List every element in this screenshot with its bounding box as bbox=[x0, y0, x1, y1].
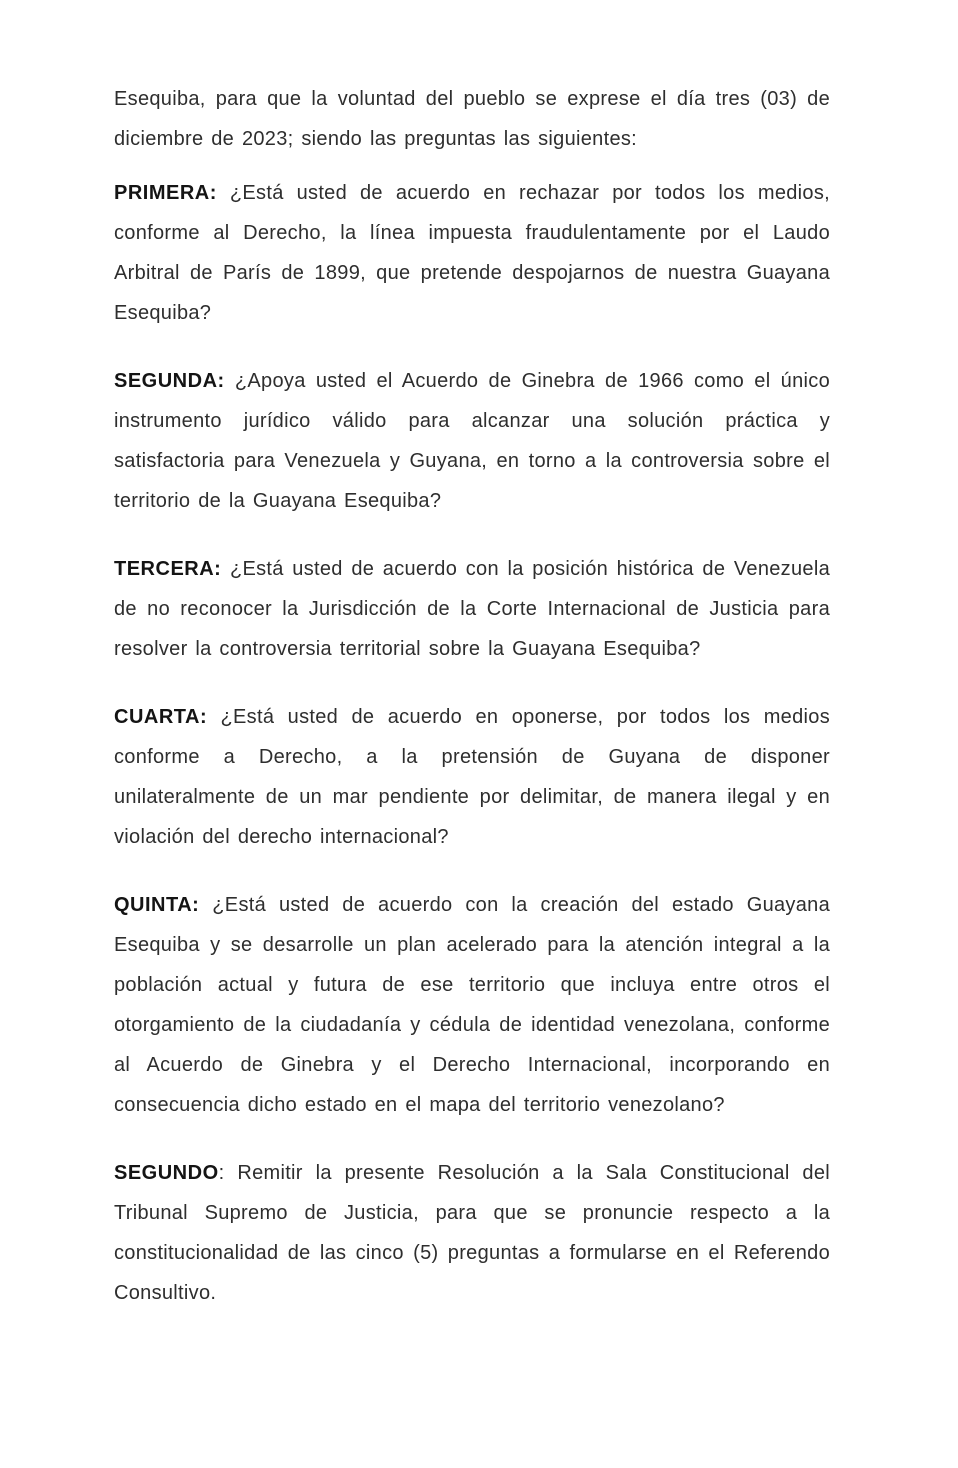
question-tercera-label: TERCERA: bbox=[114, 558, 222, 580]
question-cuarta bbox=[114, 697, 830, 857]
resolution-segundo bbox=[114, 1153, 830, 1313]
resolution-segundo-label: SEGUNDO bbox=[114, 1162, 219, 1184]
question-tercera bbox=[114, 549, 830, 669]
question-primera-text: ¿Está usted de acuerdo en rechazar por todos los medios, conforme al Derecho, la línea impuesta fraudulentamente por el Laudo Arbitral de París de 1899, que pretende despojarnos de nuestra Guayana Esequiba? bbox=[114, 182, 830, 324]
question-cuarta-label: CUARTA: bbox=[114, 706, 208, 728]
resolution-segundo-separator: : bbox=[218, 1162, 225, 1184]
question-segunda-text: ¿Apoya usted el Acuerdo de Ginebra de 1966 como el único instrumento jurídico válido para alcanzar una solución práctica y satisfactoria para Venezuela y Guyana, en torno a la controversia sobre el territorio de la Guayana Esequiba? bbox=[114, 370, 830, 512]
intro-paragraph bbox=[114, 79, 830, 159]
resolution-segundo-text: Remitir la presente Resolución a la Sala Constitucional del Tribunal Supremo de Justicia, para que se pronuncie respecto a la constitucionalidad de las cinco (5) preguntas a formularse en el Referendo Consultivo. bbox=[114, 1162, 830, 1304]
question-primera-label: PRIMERA: bbox=[114, 182, 217, 204]
question-segunda bbox=[114, 361, 830, 521]
question-tercera-text: ¿Está usted de acuerdo con la posición histórica de Venezuela de no reconocer la Jurisdicción de la Corte Internacional de Justicia para resolver la controversia territorial sobre la Guayana Esequiba? bbox=[114, 558, 830, 660]
question-cuarta-text: ¿Está usted de acuerdo en oponerse, por todos los medios conforme a Derecho, a la pretensión de Guyana de disponer unilateralmente de un mar pendiente por delimitar, de manera ilegal y en violación del derecho internacional? bbox=[114, 706, 830, 848]
question-quinta-label: QUINTA: bbox=[114, 894, 200, 916]
question-quinta bbox=[114, 885, 830, 1125]
question-segunda-label: SEGUNDA: bbox=[114, 370, 225, 392]
question-primera bbox=[114, 173, 830, 333]
intro-text: Esequiba, para que la voluntad del pueblo se exprese el día tres (03) de diciembre de 2023; siendo las preguntas las siguientes: bbox=[114, 88, 830, 150]
question-quinta-text: ¿Está usted de acuerdo con la creación del estado Guayana Esequiba y se desarrolle un plan acelerado para la atención integral a la población actual y futura de ese territorio que incluya entre otros el otorgamiento de la ciudadanía y cédula de identidad venezolana, conforme al Acuerdo de Ginebra y el Derecho Internacional, incorporando en consecuencia dicho estado en el mapa del territorio venezolano? bbox=[114, 894, 830, 1116]
